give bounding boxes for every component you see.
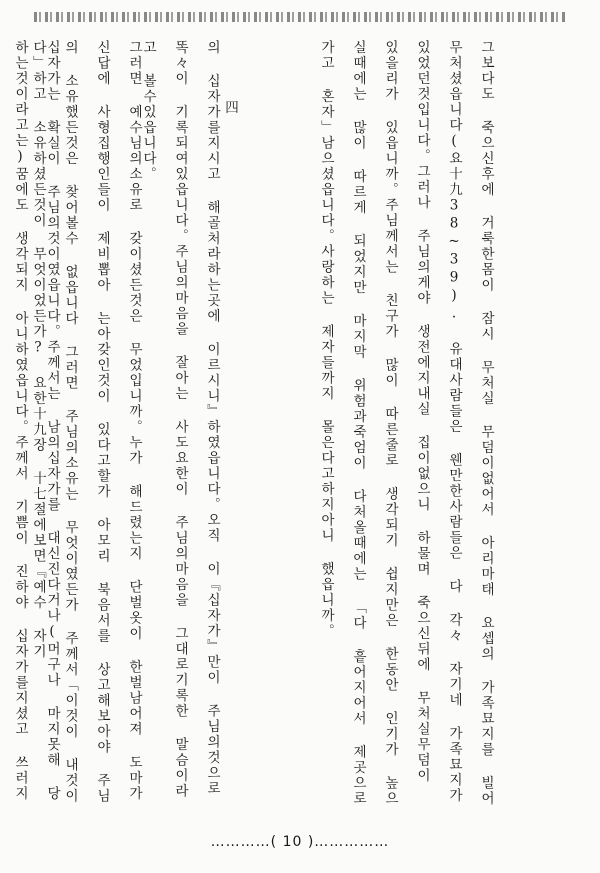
page-number: …………( 10 )…………… bbox=[210, 834, 390, 850]
top-scan-strip bbox=[34, 12, 566, 22]
paragraph-3: 의 십자가를지시고 해골처라하는곳에 이르시니』하였읍니다。오직 이『십자가』만이 주님의것으로 똑々이 기록되여있읍니다。주님의마음을 잘아는 사도요한이 주님의마음을 그대로기록한 말슴이라고 볼수있읍니다。 bbox=[140, 40, 220, 815]
section-number: 四 bbox=[222, 100, 238, 116]
paragraph-2: 그러면 예수님의소유로 갖이셨든것은 무었입니까。누가 해드렸는지 단벌옷이 한벌남어져 도마가신답에 사형집행인들이 제비뽑아 는아갖인것이 있다고할가 아모리 북음서를 상고해보아야 주님의 소유했든것은 찾어볼수 없읍니다 그러면 주님의소유는 무엇이였든가 주께서「이것이 내것이다」하고 소유하셨든것이 무엇이었든가? 요한十九장 十七절에보면『예수 자기 bbox=[30, 40, 142, 804]
left-text-column bbox=[12, 40, 292, 815]
paragraph-4: 십자가는 확실이 주님의것이였읍니다。주께서는 남의십자가를 대신진다거나(머구나 마지못해 당하는것이라고는)꿈에도 생각되지 아니하였읍니다。주께서 기쁨이 진하야 십자가를지셨고 쓰러지 bbox=[12, 40, 60, 802]
paragraph-1: 그보다도 죽으신후에 거룩한몸이 잠시 무처실 무덤이없어서 아리마태 요셉의 가족묘지를 빌어 무처셨읍니다(요十九38~39). 유대사람들은 웬만한사람들은 다 각々 자기네 가족묘지가 있었던것입니다。그러나 주님의게야 생전에지내실 집이없으니 하물며 죽으신뒤에 무처실무덤이 있을리가 있읍니까。주님께서는 친구가 많이 따른줄로 생각되기 쉽지만은 한동안 인기가 높으실때에는 많이 따르게 되었지만 마지막 위험과죽엄이 다처올때에는 「다 흩어지어서 제곳으로가고 혼자」남으셨읍니다。사랑하는 제자들까지 몰은다고하지아니 했읍니까。 bbox=[318, 40, 494, 825]
